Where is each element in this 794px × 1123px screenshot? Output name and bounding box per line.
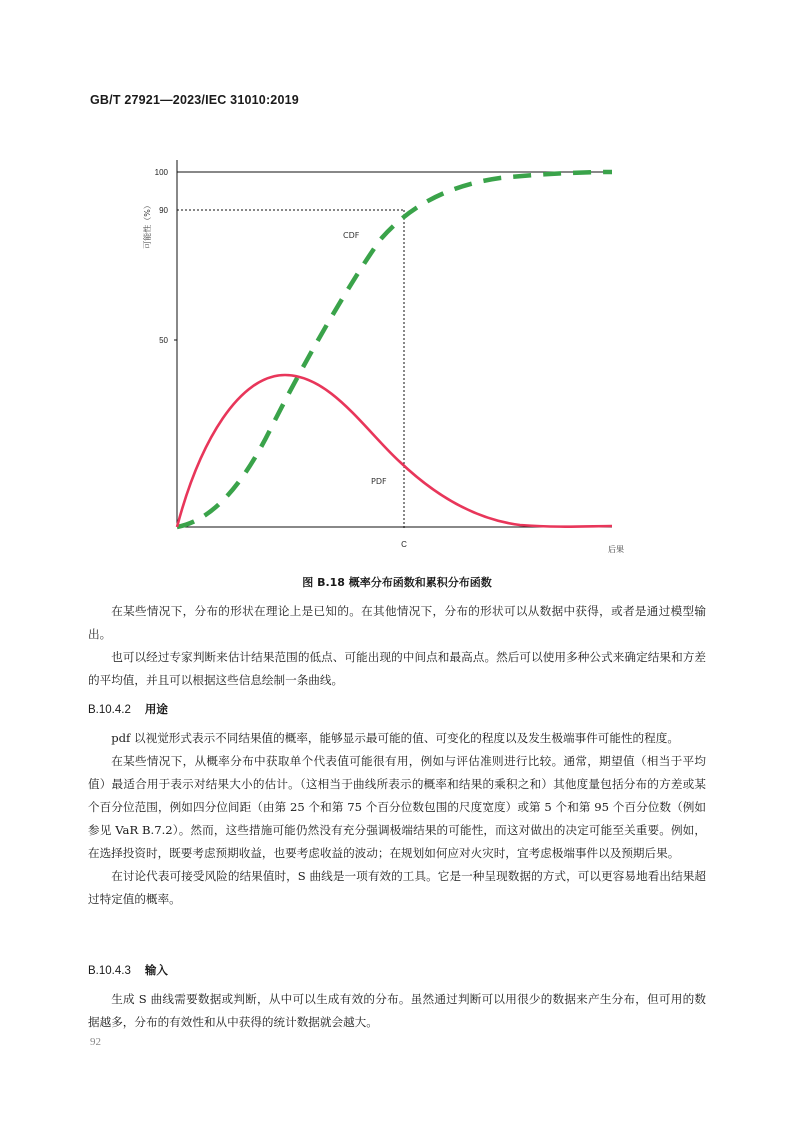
x-axis-label: 后果 [608, 545, 624, 554]
cdf-curve [177, 172, 612, 527]
paragraph-6: 生成 S 曲线需要数据或判断，从中可以生成有效的分布。虽然通过判断可以用很少的数据来产生分布，但可用的数据越多，分布的有效性和从中获得的统计数据就会越大。 [88, 992, 706, 1029]
heading-usage-number: B.10.4.2 [88, 704, 131, 716]
body-section-1 [88, 600, 706, 692]
heading-input-title: 输入 [144, 963, 168, 977]
y-tick-90: 90 [159, 206, 168, 215]
heading-input-number: B.10.4.3 [88, 965, 131, 977]
heading-usage [88, 701, 706, 717]
page-number: 92 [90, 1036, 101, 1048]
pdf-label: PDF [371, 477, 387, 486]
pdf-curve [177, 375, 612, 527]
figure-caption: 图 B.18 概率分布函数和累积分布函数 [302, 576, 492, 589]
paragraph-2: 也可以经过专家判断来估计结果范围的低点、可能出现的中间点和最高点。然后可以使用多种公式来确定结果和方差的平均值，并且可以根据这些信息绘制一条曲线。 [88, 650, 706, 687]
heading-usage-title: 用途 [144, 702, 168, 716]
standard-header: GB/T 27921—2023/IEC 31010:2019 [90, 93, 299, 107]
body-section-2 [88, 727, 706, 911]
cdf-label: CDF [343, 231, 360, 240]
paragraph-1: 在某些情况下，分布的形状在理论上是已知的。在其他情况下，分布的形状可以从数据中获得，或者是通过模型输出。 [88, 604, 706, 641]
body-section-3 [88, 988, 706, 1034]
y-tick-100: 100 [154, 168, 168, 177]
paragraph-5: 在讨论代表可接受风险的结果值时，S 曲线是一项有效的工具。它是一种呈现数据的方式，可以更容易地看出结果超过特定值的概率。 [88, 869, 706, 906]
heading-input [88, 962, 706, 978]
y-axis-label: 可能性（%） [143, 201, 152, 249]
paragraph-4: 在某些情况下，从概率分布中获取单个代表值可能很有用，例如与评估准则进行比较。通常，期望值（相当于平均值）最适合用于表示对结果大小的估计。（这相当于曲线所表示的概率和结果的乘积之和）其他度量包括分布的方差或某个百分位范围，例如四分位间距（由第 25 个和第 75 个百分位数包围的尺度宽度）或第 5 个和第 95 个百分位数（例如参见 VaR B.7.2）。然而，这些措施可能仍然没有充分强调极端结果的可能性，而这对做出的决定可能至关重要。例如，在选择投资时，既要考虑预期收益，也要考虑收益的波动；在规划如何应对火灾时，宜考虑极端事件以及预期后果。 [88, 754, 706, 860]
paragraph-3: pdf 以视觉形式表示不同结果值的概率，能够显示最可能的值、可变化的程度以及发生极端事件可能性的程度。 [111, 731, 679, 745]
x-tick-c: C [401, 540, 407, 549]
y-tick-50: 50 [159, 336, 168, 345]
